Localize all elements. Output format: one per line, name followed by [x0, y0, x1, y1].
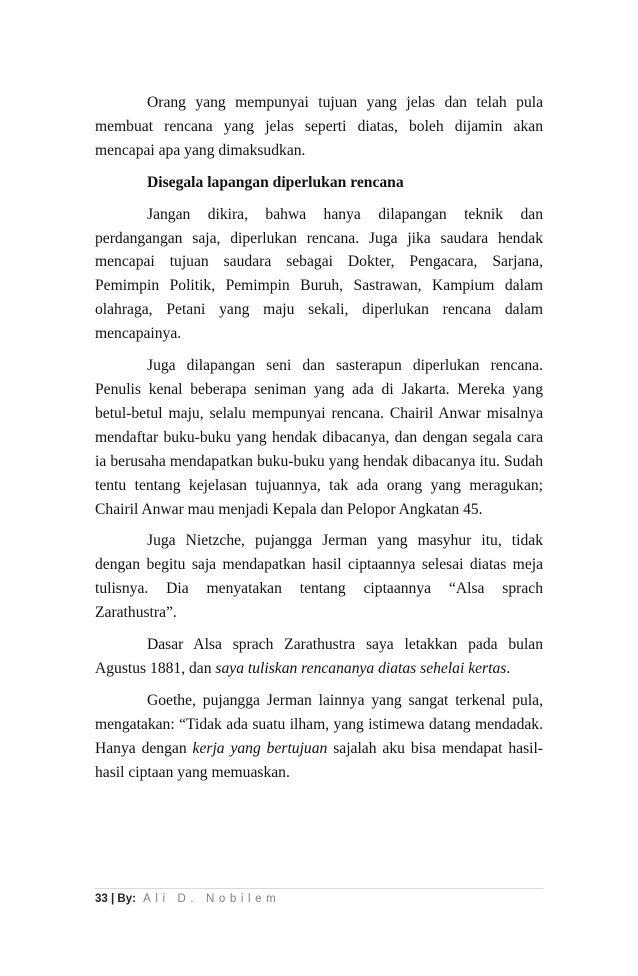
paragraph-text: sajalah aku bisa mendapat hasil-hasil ciptaan yang memuaskan.	[95, 739, 544, 781]
section-heading: Disegala lapangan diperlukan rencana	[147, 173, 404, 191]
italic-phrase: saya tuliskan rencananya diatas sehelai kertas	[215, 659, 507, 677]
page-footer	[95, 888, 543, 907]
footer-separator: |	[107, 893, 118, 905]
italic-phrase: kerja yang bertujuan	[192, 739, 328, 757]
paragraph-intro: Orang yang mempunyai tujuan yang jelas dan telah pula membuat rencana yang jelas seperti diatas, boleh dijamin akan mencapai apa yang dimaksudkan.	[95, 94, 543, 159]
paragraph-seni: Juga dilapangan seni dan sasterapun diperlukan rencana. Penulis kenal beberapa seniman yang ada di Jakarta. Mereka yang betul-betul maju, selalu mempunyai rencana. Chairil Anwar misalnya mendaftar buku-buku yang hendak dibacanya, dan dengan segala cara ia berusaha mendapatkan buku-buku yang hendak dibacanya itu. Sudah tentu tentang kejelasan tujuannya, tak ada orang yang meragukan; Chairil Anwar mau menjadi Kepala dan Pelopor Angkatan 45.	[95, 357, 543, 518]
footer-author: Ali D. Nobilem	[135, 893, 281, 905]
page-number: 33	[95, 893, 108, 905]
paragraph-goethe	[95, 689, 543, 785]
paragraph-zarathustra	[95, 633, 543, 681]
page-body	[95, 91, 543, 792]
paragraph-nietzche: Juga Nietzche, pujangga Jerman yang masyhur itu, tidak dengan begitu saja mendapatkan hasil ciptaannya selesai diatas meja tulisnya. Dia menyatakan tentang ciptaannya “Alsa sprach Zarathustra”.	[95, 532, 543, 622]
paragraph-text: .	[506, 659, 511, 677]
paragraph-rencana: Jangan dikira, bahwa hanya dilapangan teknik dan perdangangan saja, diperlukan rencana. Juga jika saudara hendak mencapai tujuan saudara sebagai Dokter, Pengacara, Sarjana, Pemimpin Politik, Pemimpin Buruh, Sastrawan, Kampium dalam olahraga, Petani yang maju sekali, diperlukan rencana dalam mencapainya.	[95, 205, 543, 343]
paragraph-text: Goethe, pujangga Jerman lainnya yang sangat terkenal pula, mengatakan: “Tidak ada suatu ilham, yang istimewa datang mendadak. Hanya dengan	[95, 691, 543, 757]
footer-by-label: By:	[117, 893, 136, 905]
paragraph-text: Dasar Alsa sprach Zarathustra saya letakkan pada bulan Agustus 1881, dan	[95, 636, 543, 677]
